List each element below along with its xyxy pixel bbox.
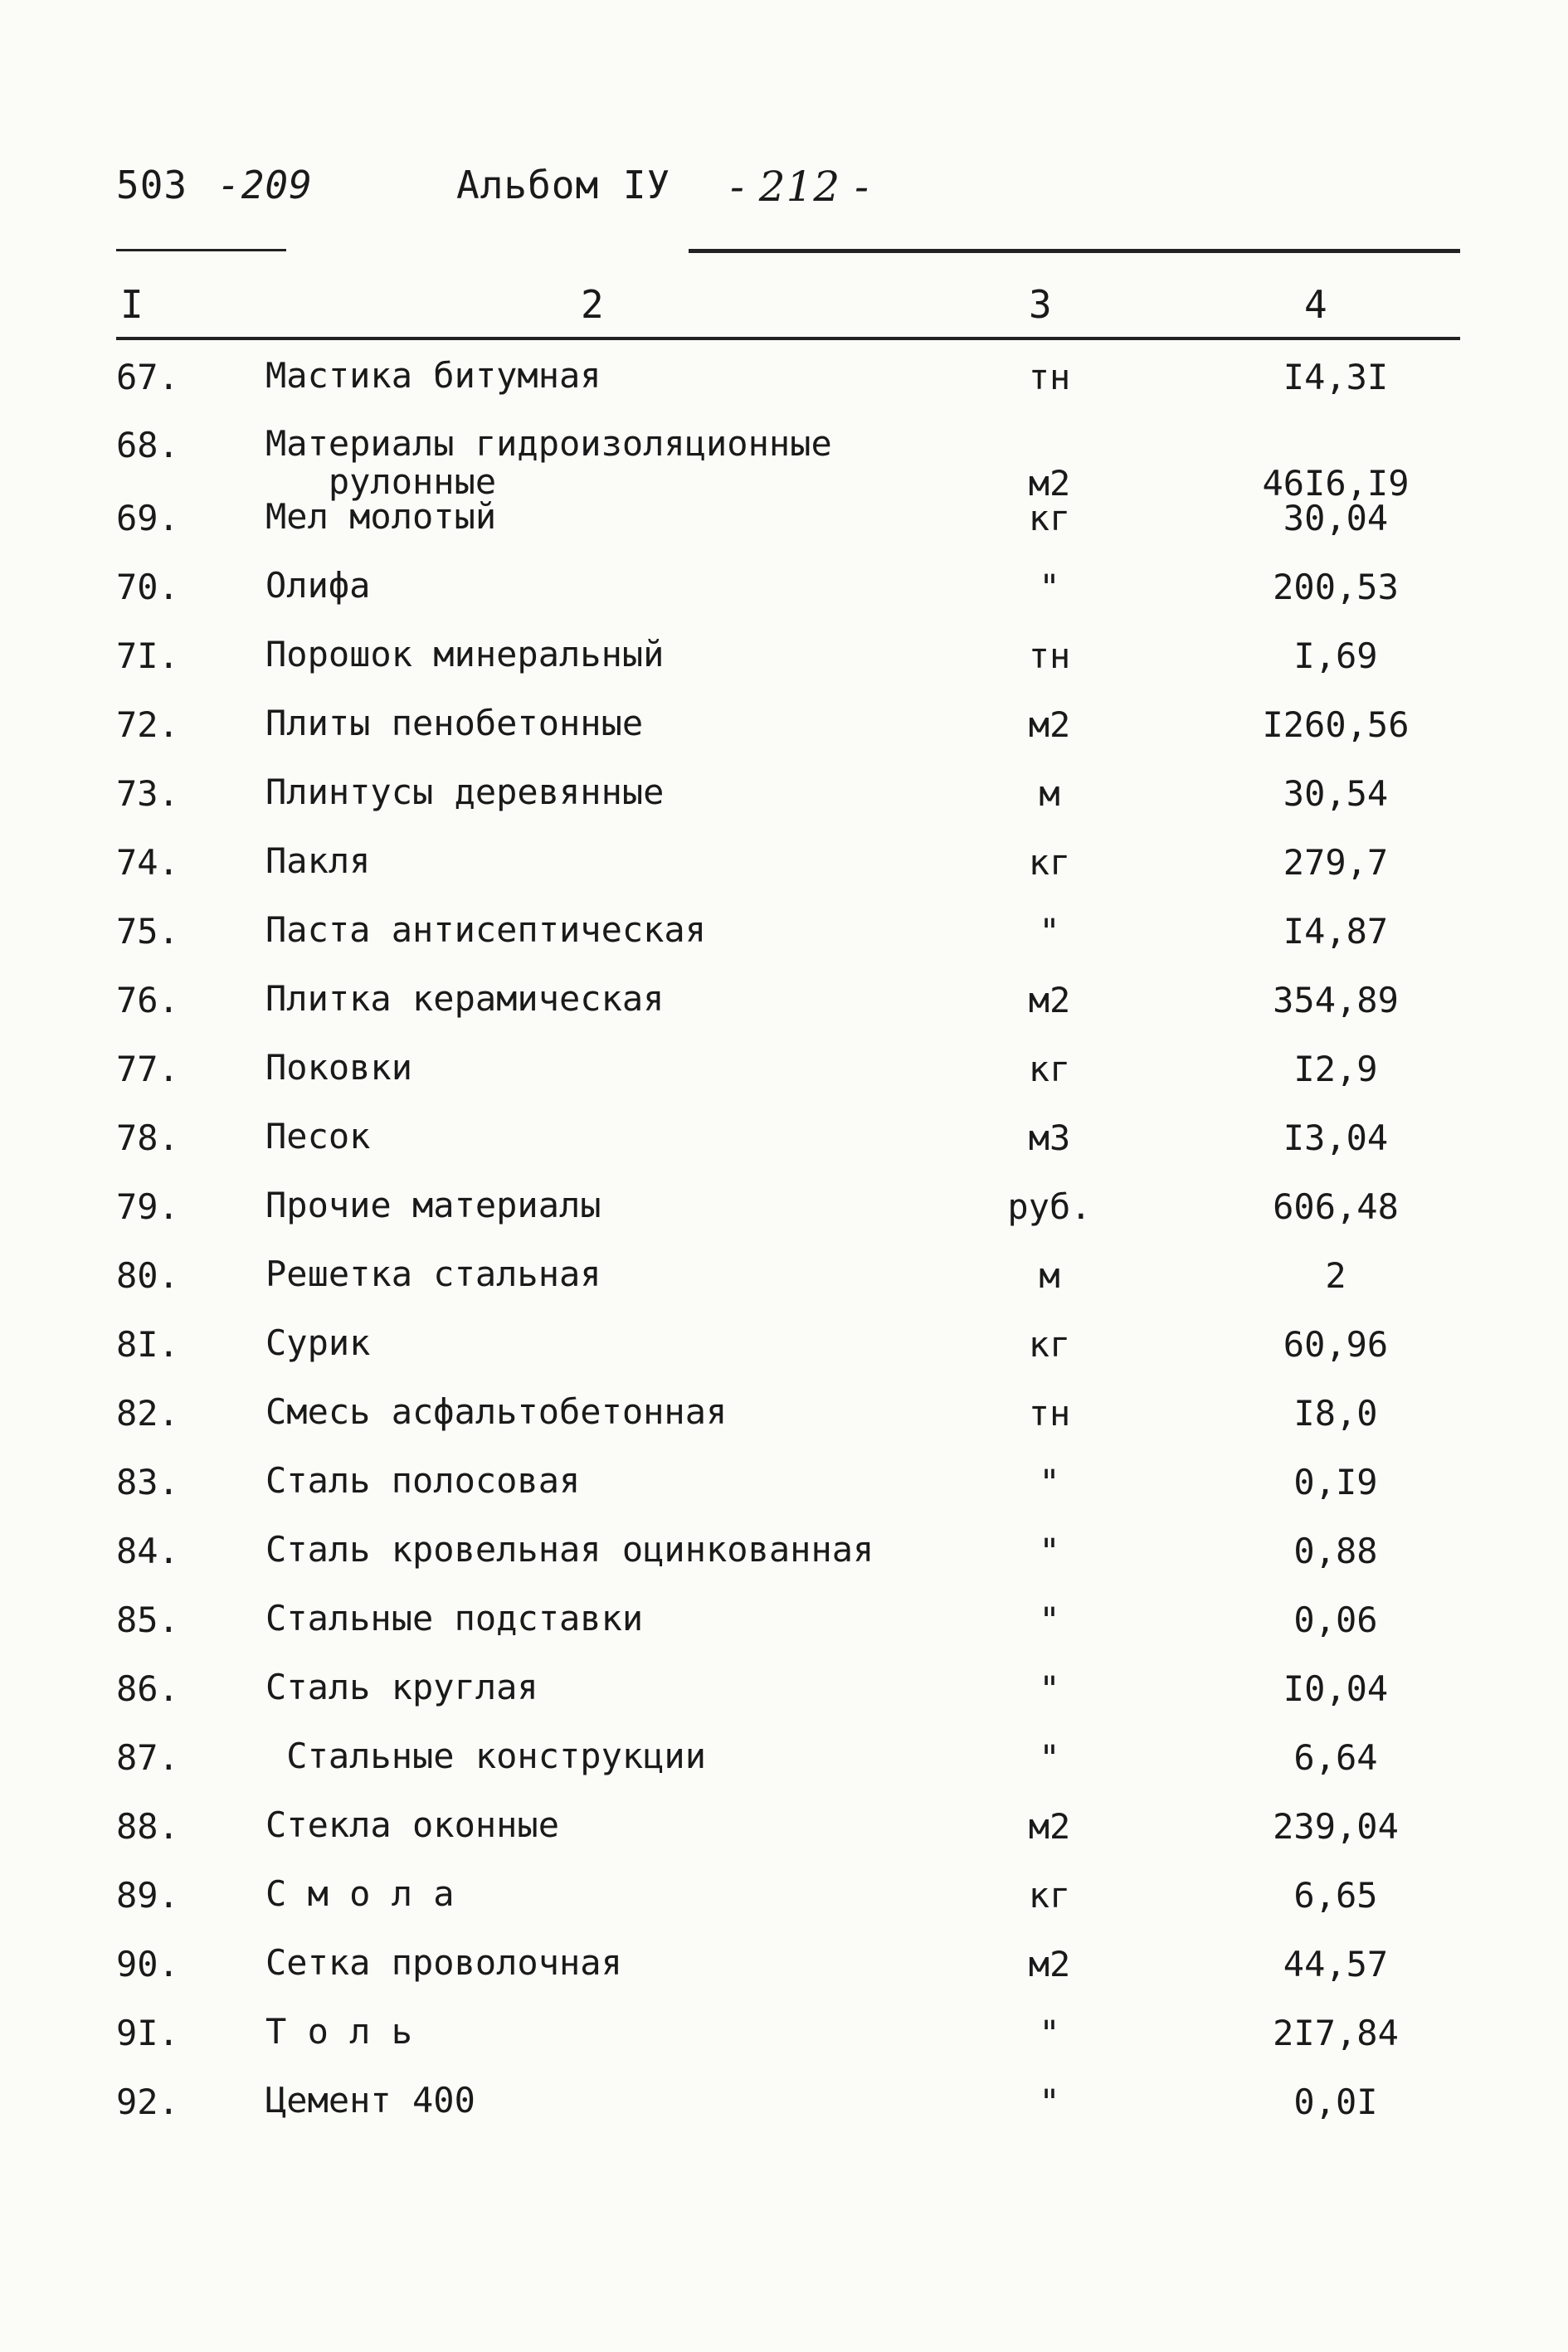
unit-of-measure: " bbox=[1039, 1462, 1060, 1502]
material-name: Паста антисептическая bbox=[265, 909, 707, 950]
table-row bbox=[0, 1668, 1568, 1735]
material-name: Плитка керамическая bbox=[265, 978, 665, 1019]
row-number: 85. bbox=[116, 1600, 179, 1640]
unit-of-measure: кг bbox=[1028, 1049, 1071, 1089]
table-row bbox=[0, 911, 1568, 977]
table-row bbox=[0, 842, 1568, 908]
column-header-3: 3 bbox=[1029, 282, 1052, 327]
table-row bbox=[0, 773, 1568, 840]
table-row bbox=[0, 980, 1568, 1046]
table-row bbox=[0, 1600, 1568, 1666]
quantity: 2 bbox=[1325, 1255, 1346, 1296]
table-row bbox=[0, 635, 1568, 702]
row-number: 79. bbox=[116, 1186, 179, 1227]
table-row bbox=[0, 2013, 1568, 2079]
header-divider-right bbox=[689, 249, 1460, 253]
unit-of-measure: м2 bbox=[1028, 1944, 1071, 1984]
unit-of-measure: " bbox=[1039, 911, 1060, 952]
unit-of-measure: руб. bbox=[1007, 1186, 1092, 1227]
material-name: Смесь асфальтобетонная bbox=[265, 1391, 728, 1432]
column-header-4: 4 bbox=[1304, 282, 1327, 327]
quantity: I,69 bbox=[1293, 635, 1378, 676]
unit-of-measure: " bbox=[1039, 1600, 1060, 1640]
unit-of-measure: тн bbox=[1028, 635, 1071, 676]
row-number: 89. bbox=[116, 1875, 179, 1916]
quantity: I260,56 bbox=[1262, 704, 1410, 745]
table-row bbox=[0, 1737, 1568, 1804]
quantity: 279,7 bbox=[1283, 842, 1389, 883]
material-name: Поковки bbox=[265, 1047, 413, 1088]
row-number: 69. bbox=[116, 498, 179, 538]
material-name: Сталь полосовая bbox=[265, 1460, 581, 1501]
unit-of-measure: кг bbox=[1028, 1875, 1071, 1916]
quantity: 0,88 bbox=[1293, 1531, 1378, 1571]
quantity: I3,04 bbox=[1283, 1118, 1389, 1158]
unit-of-measure: кг bbox=[1028, 498, 1071, 538]
unit-of-measure: кг bbox=[1028, 842, 1071, 883]
material-name: С м о л а bbox=[265, 1873, 455, 1914]
material-name: Песок bbox=[265, 1116, 371, 1157]
unit-of-measure: " bbox=[1039, 1531, 1060, 1571]
material-name: Плинтусы деревянные bbox=[265, 772, 665, 812]
row-number: 74. bbox=[116, 842, 179, 883]
unit-of-measure: " bbox=[1039, 2013, 1060, 2053]
table-row bbox=[0, 704, 1568, 771]
material-name: Порошок минеральный bbox=[265, 634, 665, 674]
quantity: 6,65 bbox=[1293, 1875, 1378, 1916]
quantity: 0,06 bbox=[1293, 1600, 1378, 1640]
quantity: 0,I9 bbox=[1293, 1462, 1378, 1502]
material-name: Стальные конструкции bbox=[265, 1736, 707, 1776]
document-subcode: -209 bbox=[217, 163, 313, 207]
table-row bbox=[0, 567, 1568, 633]
table-row bbox=[0, 1255, 1568, 1322]
header-divider-left bbox=[116, 249, 286, 251]
material-name: Мел молотый bbox=[265, 496, 497, 537]
quantity: 30,04 bbox=[1283, 498, 1389, 538]
row-number: 73. bbox=[116, 773, 179, 814]
table-row bbox=[0, 1393, 1568, 1459]
material-name: Сетка проволочная bbox=[265, 1942, 622, 1983]
material-name: Материалы гидроизоляционные рулонные bbox=[265, 423, 832, 502]
quantity: I2,9 bbox=[1293, 1049, 1378, 1089]
unit-of-measure: кг bbox=[1028, 1324, 1071, 1365]
material-name: Сурик bbox=[265, 1322, 371, 1363]
quantity: 239,04 bbox=[1273, 1806, 1399, 1847]
quantity: 44,57 bbox=[1283, 1944, 1389, 1984]
unit-of-measure: " bbox=[1039, 2082, 1060, 2122]
row-number: 80. bbox=[116, 1255, 179, 1296]
quantity: I4,87 bbox=[1283, 911, 1389, 952]
quantity: 606,48 bbox=[1273, 1186, 1399, 1227]
material-name: Стекла оконные bbox=[265, 1804, 560, 1845]
material-name: Стальные подставки bbox=[265, 1598, 644, 1639]
row-number: 72. bbox=[116, 704, 179, 745]
quantity: 6,64 bbox=[1293, 1737, 1378, 1778]
table-row bbox=[0, 1875, 1568, 1941]
row-number: 84. bbox=[116, 1531, 179, 1571]
row-number: 86. bbox=[116, 1668, 179, 1709]
table-row bbox=[0, 357, 1568, 423]
quantity: 2I7,84 bbox=[1273, 2013, 1399, 2053]
material-name: Т о л ь bbox=[265, 2011, 413, 2052]
table-row bbox=[0, 1462, 1568, 1528]
quantity: 46I6,I9 bbox=[1262, 463, 1410, 504]
table-row bbox=[0, 1324, 1568, 1390]
row-number: 9I. bbox=[116, 2013, 179, 2053]
table-row bbox=[0, 2082, 1568, 2148]
unit-of-measure: " bbox=[1039, 1668, 1060, 1709]
material-name: Олифа bbox=[265, 565, 371, 606]
table-row bbox=[0, 1806, 1568, 1872]
unit-of-measure: м bbox=[1039, 1255, 1060, 1296]
quantity: 60,96 bbox=[1283, 1324, 1389, 1365]
table-row bbox=[0, 498, 1568, 564]
unit-of-measure: " bbox=[1039, 1737, 1060, 1778]
unit-of-measure: м2 bbox=[1028, 704, 1071, 745]
unit-of-measure: " bbox=[1039, 567, 1060, 607]
material-name: Плиты пенобетонные bbox=[265, 703, 644, 743]
row-number: 92. bbox=[116, 2082, 179, 2122]
table-row bbox=[0, 423, 1568, 504]
row-number: 8I. bbox=[116, 1324, 179, 1365]
unit-of-measure: м bbox=[1039, 773, 1060, 814]
row-number: 7I. bbox=[116, 635, 179, 676]
table-row bbox=[0, 1049, 1568, 1115]
document-code: 503 bbox=[116, 163, 188, 207]
material-name: Сталь кровельная оцинкованная bbox=[265, 1529, 874, 1570]
album-label: Альбом IУ bbox=[456, 163, 671, 207]
quantity: I8,0 bbox=[1293, 1393, 1378, 1434]
row-number: 90. bbox=[116, 1944, 179, 1984]
row-number: 88. bbox=[116, 1806, 179, 1847]
material-name: Решетка стальная bbox=[265, 1254, 601, 1294]
quantity: I0,04 bbox=[1283, 1668, 1389, 1709]
unit-of-measure: м2 bbox=[1028, 1806, 1071, 1847]
quantity: 0,0I bbox=[1293, 2082, 1378, 2122]
column-header-1: I bbox=[120, 282, 144, 327]
row-number: 82. bbox=[116, 1393, 179, 1434]
row-number: 87. bbox=[116, 1737, 179, 1778]
row-number: 75. bbox=[116, 911, 179, 952]
material-name: Пакля bbox=[265, 840, 371, 881]
row-number: 68. bbox=[116, 425, 179, 465]
unit-of-measure: м2 bbox=[1028, 980, 1071, 1020]
table-row bbox=[0, 1944, 1568, 2010]
material-name: Мастика битумная bbox=[265, 355, 601, 396]
material-name: Прочие материалы bbox=[265, 1185, 601, 1225]
page-header bbox=[116, 163, 1444, 212]
page-number: - 212 - bbox=[730, 163, 870, 211]
quantity: 354,89 bbox=[1273, 980, 1399, 1020]
table-row bbox=[0, 1186, 1568, 1253]
row-number: 76. bbox=[116, 980, 179, 1020]
row-number: 77. bbox=[116, 1049, 179, 1089]
unit-of-measure: м3 bbox=[1028, 1118, 1071, 1158]
column-header-divider bbox=[116, 337, 1460, 340]
quantity: 200,53 bbox=[1273, 567, 1399, 607]
material-name: Цемент 400 bbox=[265, 2080, 475, 2121]
unit-of-measure: м2 bbox=[1028, 463, 1071, 504]
table-row bbox=[0, 1118, 1568, 1184]
row-number: 70. bbox=[116, 567, 179, 607]
row-number: 78. bbox=[116, 1118, 179, 1158]
quantity: 30,54 bbox=[1283, 773, 1389, 814]
quantity: I4,3I bbox=[1283, 357, 1389, 397]
table-row bbox=[0, 1531, 1568, 1597]
row-number: 83. bbox=[116, 1462, 179, 1502]
column-header-2: 2 bbox=[581, 282, 604, 327]
material-name: Сталь круглая bbox=[265, 1667, 538, 1707]
row-number: 67. bbox=[116, 357, 179, 397]
unit-of-measure: тн bbox=[1028, 357, 1071, 397]
unit-of-measure: тн bbox=[1028, 1393, 1071, 1434]
